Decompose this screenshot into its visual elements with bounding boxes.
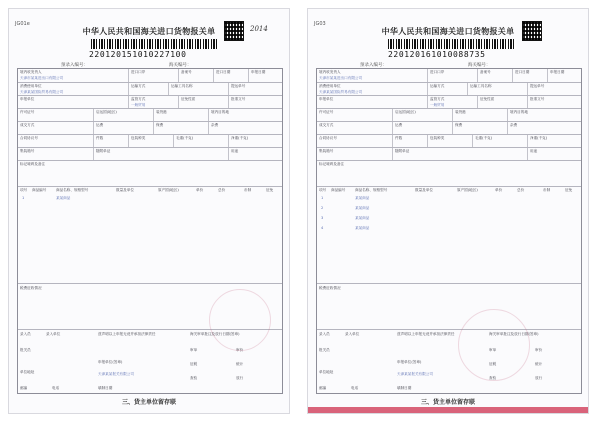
form-row-marks [317, 160, 581, 186]
import-date-label: 进口日期 [515, 70, 530, 74]
net-weight-label: 净重(千克) [530, 136, 548, 140]
goods-row [317, 206, 581, 214]
goods-name-header: 商品名称、规格型号 [56, 188, 89, 192]
customs-approval-label: 海关审单批注及放行日期(签章) [190, 332, 240, 336]
bill-no-label: 提运单号 [231, 84, 246, 88]
release-label: 放行 [535, 376, 543, 380]
container-no-cell [18, 148, 93, 160]
copy-label: 三、货主单位留存联 [420, 399, 475, 406]
entry-unit-label: 录入单位 [345, 332, 360, 336]
barcode-icon [388, 39, 516, 49]
goods-name: 某某商品 [355, 196, 370, 200]
total-price-header: 总价 [517, 188, 525, 192]
use-label: 用途 [231, 149, 239, 153]
transport-mode-label: 运输方式 [430, 84, 445, 88]
port-of-loading-cell [153, 109, 208, 121]
form-row-2 [317, 82, 581, 95]
container-no-label: 集装箱号 [319, 149, 334, 153]
marks-label: 标记唛码及备注 [319, 162, 345, 166]
barcode-number: 220120151010227100 [89, 50, 187, 59]
form-row-2 [18, 82, 282, 95]
marks-cell [18, 161, 284, 186]
tax-nature-label: 征免性质 [181, 97, 196, 101]
transport-mode-cell [128, 83, 168, 95]
packages-cell [392, 135, 427, 147]
supervision-label: 监管方式 [430, 97, 445, 101]
consignee-value: 天津市某某进出口有限公司 [319, 76, 363, 80]
contract-no-cell [18, 135, 93, 147]
owner-cell [18, 83, 128, 95]
gross-weight-label: 毛重(千克) [176, 136, 194, 140]
unit-address-label: 单位地址 [319, 370, 334, 374]
goods-row [317, 226, 581, 234]
approval-no-cell [228, 96, 284, 108]
declarant-cell [317, 96, 427, 108]
misc-cell [208, 122, 284, 134]
entry-clerk-label: 录入员 [20, 332, 31, 336]
pre-entry-no-label: 预录入编号： [360, 63, 387, 68]
declarant-label: 申报单位 [319, 97, 334, 101]
marks-label: 标记唛码及备注 [20, 162, 46, 166]
transport-mode-cell [427, 83, 467, 95]
owner-label: 消费使用单位 [319, 84, 341, 88]
origin-country-label: 启运国(地区) [395, 110, 416, 114]
tax-nature-cell [178, 96, 228, 108]
release-label: 放行 [236, 376, 244, 380]
form-row-7 [18, 147, 282, 160]
marks-cell [317, 161, 583, 186]
valuation-label: 审价 [236, 348, 244, 352]
statistics-label: 统计 [236, 362, 244, 366]
freight-label: 运费 [96, 123, 104, 127]
hs-code-header: 商品编号 [331, 188, 346, 192]
declare-date-label: 申报日期 [251, 70, 266, 74]
fill-date-label: 填制日期 [98, 386, 113, 390]
copy-label: 三、货主单位留存联 [121, 399, 176, 406]
approval-no-cell [527, 96, 583, 108]
consignee-cell [317, 69, 427, 82]
use-cell [527, 148, 583, 160]
goods-no: 2 [321, 206, 324, 210]
licence-no-cell [18, 109, 93, 121]
record-no-label: 备案号 [480, 70, 491, 74]
qty-unit-header: 数量及单位 [116, 188, 134, 192]
transport-name-cell [467, 83, 527, 95]
pre-entry-no-label: 预录入编号： [61, 63, 88, 68]
hs-code-header: 商品编号 [32, 188, 47, 192]
country-header: 原产国(地区) [457, 188, 478, 192]
goods-name: 某某商品 [355, 226, 370, 230]
net-weight-label: 净重(千克) [231, 136, 249, 140]
form-row-1 [317, 69, 581, 82]
form-code: JG03 [314, 21, 326, 27]
form-row-4 [317, 108, 581, 121]
import-date-label: 进口日期 [216, 70, 231, 74]
dest-label: 境内目的地 [510, 110, 528, 114]
documents-label: 随附单证 [96, 149, 111, 153]
tax-entry-label: 税费征收情况 [319, 286, 341, 290]
misc-label: 杂费 [211, 123, 219, 127]
origin-country-label: 启运国(地区) [96, 110, 117, 114]
goods-row [18, 196, 282, 204]
valuation-label: 审价 [535, 348, 543, 352]
currency-header: 币制 [244, 188, 252, 192]
exemption-header: 征免 [266, 188, 274, 192]
insurance-cell [153, 122, 208, 134]
import-port-label: 进口口岸 [131, 70, 146, 74]
faded-seal [209, 289, 271, 351]
form-row-7 [317, 147, 581, 160]
declaration-footer [317, 329, 581, 396]
barcode-icon [91, 39, 219, 49]
tax-nature-label: 征免性质 [480, 97, 495, 101]
freight-cell [93, 122, 153, 134]
owner-value: 天津某某国际贸易有限公司 [319, 90, 363, 94]
qr-code-icon [522, 21, 542, 41]
packages-label: 件数 [395, 136, 403, 140]
bill-no-label: 提运单号 [530, 84, 545, 88]
declarant-seal-value: 天津某某报关有限公司 [397, 372, 433, 376]
red-copy-band [308, 407, 588, 413]
declare-date-cell [547, 69, 583, 82]
documents-cell [392, 148, 527, 160]
customs-no-label: 海关编号： [468, 63, 491, 68]
consignee-label: 境内收发货人 [20, 70, 42, 74]
contract-no-label: 合同协议号 [20, 136, 38, 140]
gross-weight-cell [472, 135, 527, 147]
port-of-loading-cell [452, 109, 507, 121]
form-row-5 [18, 121, 282, 134]
reporter-label: 报关员 [20, 348, 31, 352]
form-code: JG01e [15, 21, 30, 27]
tax-nature-cell [477, 96, 527, 108]
declarant-cell [18, 96, 128, 108]
licence-no-label: 许可证号 [20, 110, 35, 114]
unit-address-label: 单位地址 [20, 370, 35, 374]
net-weight-cell [228, 135, 284, 147]
misc-label: 杂费 [510, 123, 518, 127]
phone-label: 电话 [351, 386, 359, 390]
form-row-3 [317, 95, 581, 108]
origin-country-cell [93, 109, 153, 121]
declaration-statement: 兹声明以上申报无讹并承担法律责任 [397, 332, 455, 336]
qr-code-icon [224, 21, 244, 41]
import-port-label: 进口口岸 [430, 70, 445, 74]
customs-declaration-sheet-right [307, 8, 589, 414]
form-row-4 [18, 108, 282, 121]
goods-no: 1 [22, 196, 25, 200]
consignee-label: 境内收发货人 [319, 70, 341, 74]
supervision-cell [427, 96, 477, 108]
dest-label: 境内目的地 [211, 110, 229, 114]
supervision-value: 一般贸易 [131, 103, 146, 107]
fill-date-label: 填制日期 [397, 386, 412, 390]
declaration-statement: 兹声明以上申报无讹并承担法律责任 [98, 332, 156, 336]
declare-date-cell [248, 69, 284, 82]
supervision-label: 监管方式 [131, 97, 146, 101]
goods-row [317, 216, 581, 224]
goods-table [18, 186, 282, 284]
declarant-seal-label: 申报单位(签章) [397, 360, 422, 364]
packages-label: 件数 [96, 136, 104, 140]
use-cell [228, 148, 284, 160]
tax-entry-label: 税费征收情况 [20, 286, 42, 290]
owner-value: 天津某某国际贸易有限公司 [20, 90, 64, 94]
supervision-cell [128, 96, 178, 108]
review-label: 审单 [190, 348, 198, 352]
supervision-value: 一般贸易 [430, 103, 445, 107]
transport-mode-label: 运输方式 [131, 84, 146, 88]
container-no-label: 集装箱号 [20, 149, 35, 153]
insurance-cell [452, 122, 507, 134]
misc-cell [507, 122, 583, 134]
declarant-seal-value: 天津某某报关有限公司 [98, 372, 134, 376]
dest-cell [208, 109, 284, 121]
handwritten-note: 2014 [250, 25, 268, 33]
licence-no-label: 许可证号 [319, 110, 334, 114]
port-of-loading-label: 装货港 [156, 110, 167, 114]
statistics-label: 统计 [535, 362, 543, 366]
currency-header: 币制 [543, 188, 551, 192]
trade-terms-cell [317, 122, 392, 134]
consignee-cell [18, 69, 128, 82]
consignee-value: 天津市某某进出口有限公司 [20, 76, 64, 80]
pack-type-label: 包装种类 [131, 136, 146, 140]
packages-cell [93, 135, 128, 147]
phone-label: 电话 [52, 386, 60, 390]
approval-no-label: 批准文号 [231, 97, 246, 101]
approval-no-label: 批准文号 [530, 97, 545, 101]
pack-type-cell [128, 135, 173, 147]
form-row-5 [317, 121, 581, 134]
gross-weight-label: 毛重(千克) [475, 136, 493, 140]
transport-name-cell [168, 83, 228, 95]
record-no-cell [477, 69, 512, 82]
declaration-form [316, 68, 582, 394]
form-row-3 [18, 95, 282, 108]
contract-no-cell [317, 135, 392, 147]
licence-no-cell [317, 109, 392, 121]
form-row-marks [18, 160, 282, 186]
port-of-loading-label: 装货港 [455, 110, 466, 114]
goods-name: 某某商品 [355, 206, 370, 210]
documents-cell [93, 148, 228, 160]
faded-seal [458, 309, 530, 381]
unit-price-header: 单价 [196, 188, 204, 192]
goods-no: 3 [321, 216, 324, 220]
qty-unit-header: 数量及单位 [415, 188, 433, 192]
goods-no: 4 [321, 226, 324, 230]
customs-approval-label: 海关审单批注及放行日期(签章) [489, 332, 539, 336]
use-label: 用途 [530, 149, 538, 153]
import-port-cell [128, 69, 178, 82]
gross-weight-cell [173, 135, 228, 147]
declarant-seal-label: 申报单位(签章) [98, 360, 123, 364]
documents-label: 随附单证 [395, 149, 410, 153]
freight-cell [392, 122, 452, 134]
net-weight-cell [527, 135, 583, 147]
goods-no-header: 项号 [319, 188, 327, 192]
customs-declaration-sheet-left [8, 8, 290, 414]
owner-label: 消费使用单位 [20, 84, 42, 88]
trade-terms-label: 成交方式 [20, 123, 35, 127]
tax-levy-label: 征税 [190, 362, 198, 366]
origin-country-cell [392, 109, 452, 121]
entry-clerk-label: 录入员 [319, 332, 330, 336]
goods-table [317, 186, 581, 284]
goods-no-header: 项号 [20, 188, 28, 192]
goods-name-header: 商品名称、规格型号 [355, 188, 388, 192]
transport-name-label: 运输工具名称 [171, 84, 193, 88]
contract-no-label: 合同协议号 [319, 136, 337, 140]
transport-name-label: 运输工具名称 [470, 84, 492, 88]
goods-name: 某某商品 [355, 216, 370, 220]
declaration-title: 中华人民共和国海关进口货物报关单 [82, 27, 216, 36]
pack-type-cell [427, 135, 472, 147]
declare-date-label: 申报日期 [550, 70, 565, 74]
import-date-cell [512, 69, 547, 82]
record-no-label: 备案号 [181, 70, 192, 74]
tax-levy-label: 征税 [489, 362, 497, 366]
entry-unit-label: 录入单位 [46, 332, 61, 336]
barcode-number: 220120161010088735 [388, 50, 486, 59]
unit-price-header: 单价 [495, 188, 503, 192]
record-no-cell [178, 69, 213, 82]
insurance-label: 保费 [156, 123, 164, 127]
total-price-header: 总价 [218, 188, 226, 192]
goods-row [317, 196, 581, 204]
postcode-label: 邮编 [20, 386, 28, 390]
postcode-label: 邮编 [319, 386, 327, 390]
insurance-label: 保费 [455, 123, 463, 127]
container-no-cell [317, 148, 392, 160]
bill-no-cell [228, 83, 284, 95]
review-label: 审单 [489, 348, 497, 352]
inspection-label: 查验 [489, 376, 497, 380]
trade-terms-label: 成交方式 [319, 123, 334, 127]
reporter-label: 报关员 [319, 348, 330, 352]
import-port-cell [427, 69, 477, 82]
pack-type-label: 包装种类 [430, 136, 445, 140]
trade-terms-cell [18, 122, 93, 134]
inspection-label: 查验 [190, 376, 198, 380]
goods-name: 某某商品 [56, 196, 71, 200]
exemption-header: 征免 [565, 188, 573, 192]
owner-cell [317, 83, 427, 95]
country-header: 原产国(地区) [158, 188, 179, 192]
declaration-title: 中华人民共和国海关进口货物报关单 [381, 27, 515, 36]
goods-no: 1 [321, 196, 324, 200]
bill-no-cell [527, 83, 583, 95]
form-row-6 [18, 134, 282, 147]
dest-cell [507, 109, 583, 121]
customs-no-label: 海关编号： [169, 63, 192, 68]
freight-label: 运费 [395, 123, 403, 127]
declarant-label: 申报单位 [20, 97, 35, 101]
form-row-1 [18, 69, 282, 82]
import-date-cell [213, 69, 248, 82]
form-row-6 [317, 134, 581, 147]
